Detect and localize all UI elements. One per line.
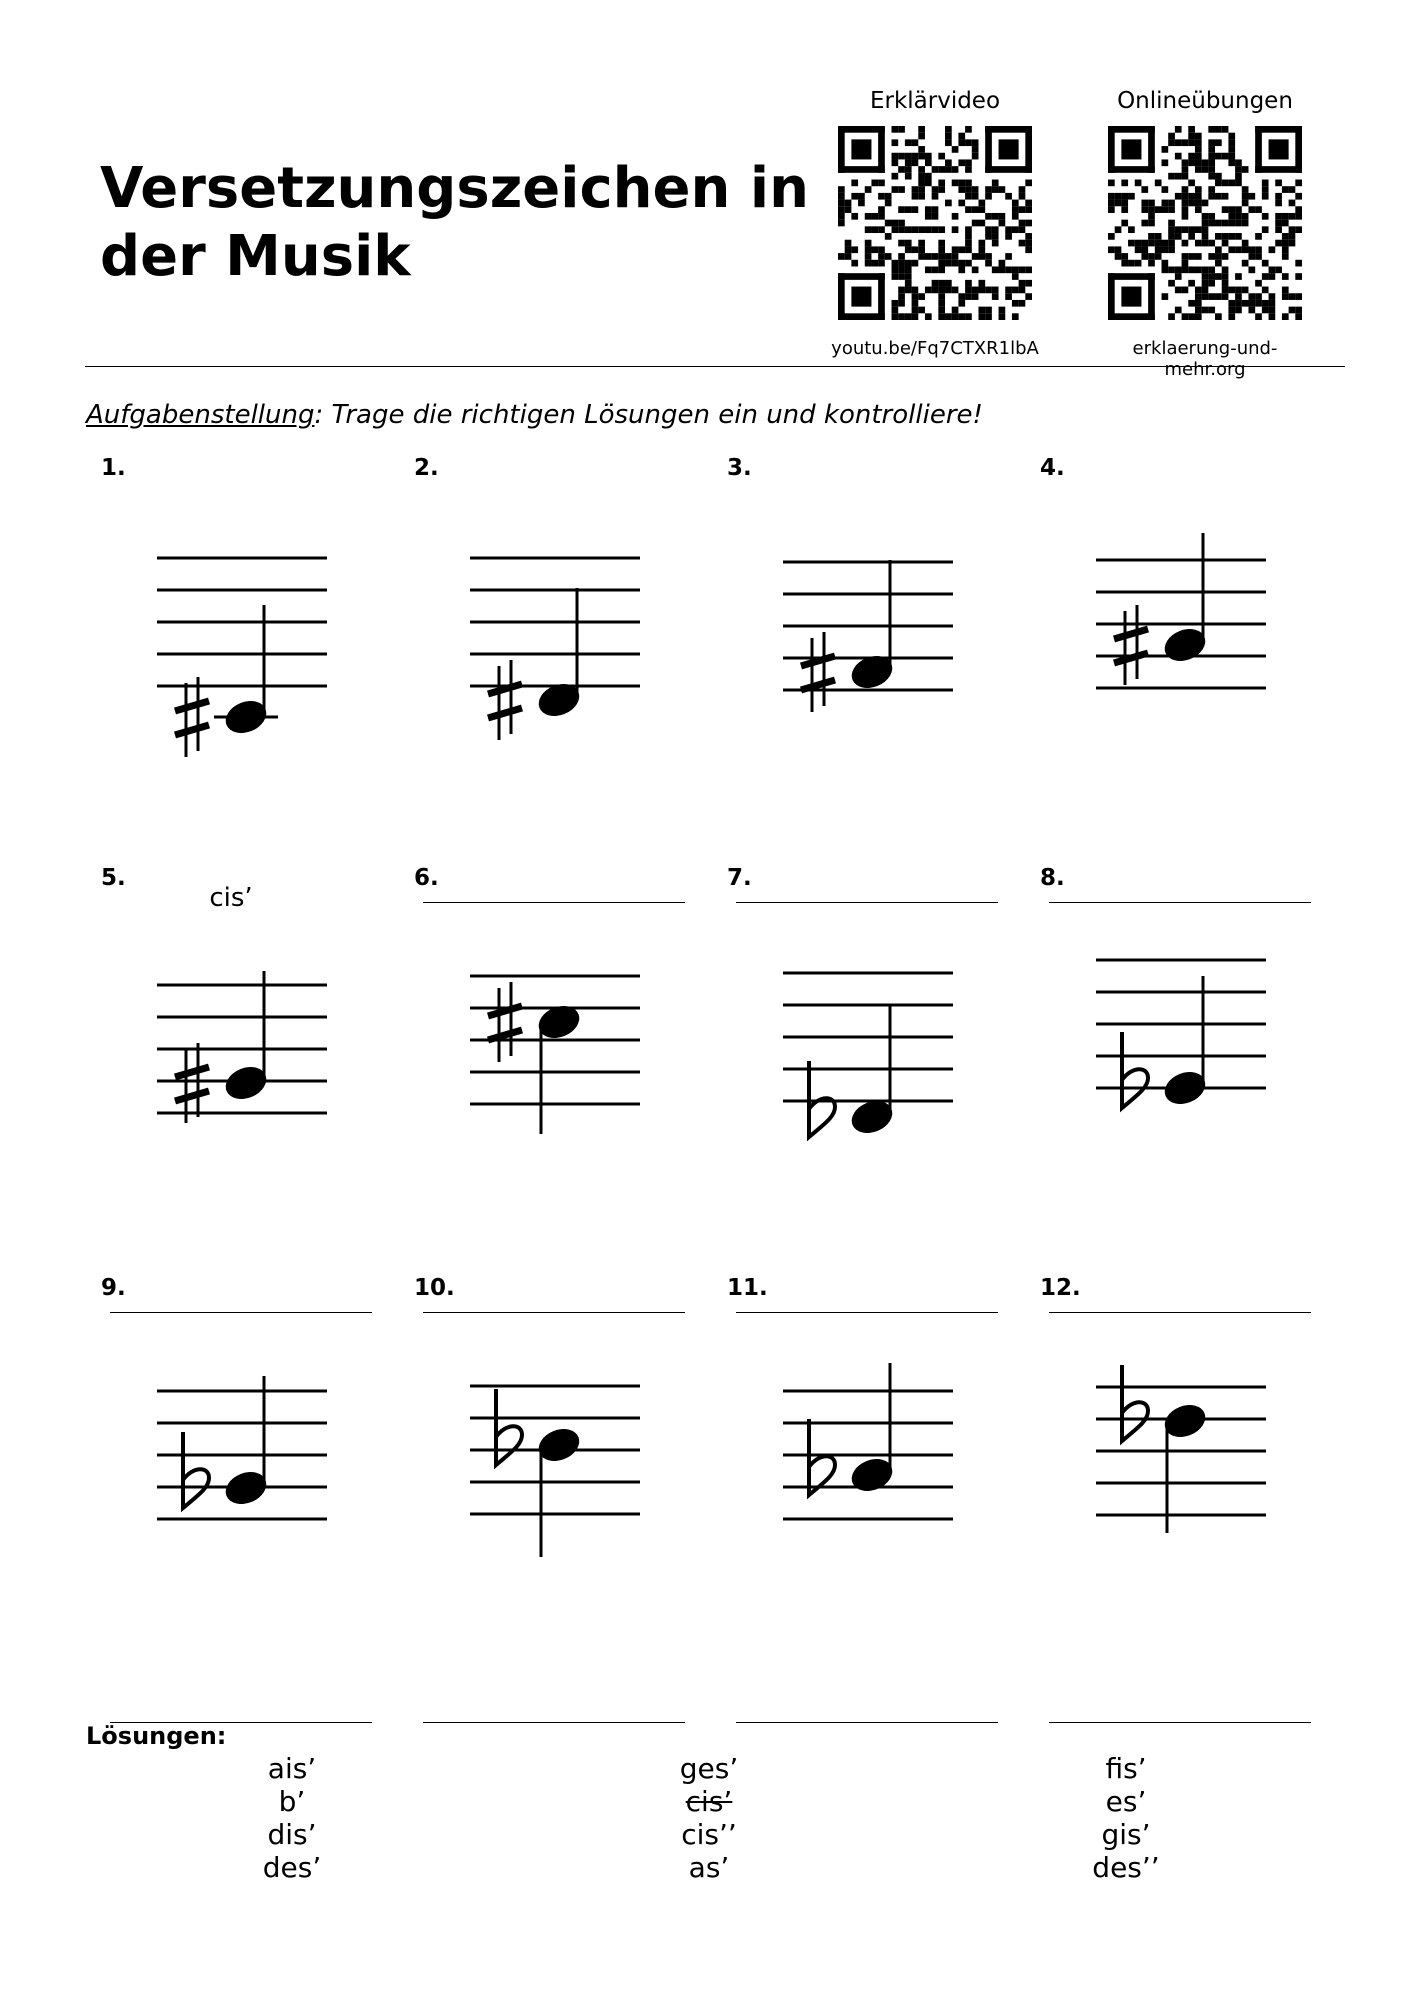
qr-online-caption: Onlineübungen [1117,88,1293,114]
sharp-icon [801,632,835,712]
music-staff [1025,1275,1315,1685]
solution-item: dis’ [267,1818,317,1851]
exercise-5 [86,865,376,1275]
music-staff [86,1275,376,1685]
solutions-column-1 [192,1752,392,1884]
exercise-number: 9. [101,1275,126,1301]
exercise-number: 12. [1040,1275,1081,1301]
sharp-icon [175,677,209,757]
header-divider [85,366,1345,367]
qr-video-block [830,88,1040,359]
exercise-number: 4. [1040,455,1065,481]
exercise-12 [1025,1275,1315,1685]
exercise-10 [399,1275,689,1685]
solution-item: b’ [278,1785,306,1818]
exercise-8 [1025,865,1315,1275]
exercise-number: 3. [727,455,752,481]
exercise-3 [712,455,1002,865]
title-line-1: Versetzungszeichen in [100,156,809,221]
solutions-column-2 [609,1752,809,1884]
exercise-number: 11. [727,1275,768,1301]
solution-item: gis’ [1101,1818,1151,1851]
sharp-icon [175,1043,209,1123]
sharp-icon [488,660,522,740]
task-text: : Trage die richtigen Lösungen ein und kontrolliere! [314,400,983,430]
solutions-heading: Lösungen: [86,1722,227,1750]
task-instruction [86,400,983,430]
exercise-number: 2. [414,455,439,481]
flat-icon [183,1432,209,1508]
exercise-number: 10. [414,1275,455,1301]
page-title [100,155,809,291]
task-label: Aufgabenstellung [86,400,315,430]
qr-video-caption: Erklärvideo [869,88,1001,114]
music-staff [399,865,689,1275]
title-line-2: der Musik [100,224,411,289]
music-staff [86,455,376,865]
solution-item: des’ [262,1851,322,1884]
exercise-7 [712,865,1002,1275]
exercise-number: 8. [1040,865,1065,891]
flat-icon [1122,1365,1148,1441]
exercise-4 [1025,455,1315,865]
exercise-number: 1. [101,455,126,481]
flat-icon [809,1061,835,1137]
qr-video-url[interactable]: youtu.be/Fq7CTXR1lbA [831,338,1039,359]
answer-blank-line[interactable] [736,1722,998,1723]
music-staff [712,455,1002,865]
music-staff [399,1275,689,1685]
exercise-2 [399,455,689,865]
answer-blank-line[interactable] [1049,1722,1311,1723]
music-staff [1025,865,1315,1275]
solution-item: ges’ [679,1752,739,1785]
solution-item: fis’ [1105,1752,1147,1785]
music-staff [712,1275,1002,1685]
qr-online-code[interactable] [1108,126,1302,320]
exercise-number: 6. [414,865,439,891]
music-staff [712,865,1002,1275]
music-staff [86,865,376,1275]
answer-text[interactable]: cis’ [209,883,253,913]
flat-icon [1122,1032,1148,1108]
solutions-column-3 [1026,1752,1226,1884]
exercise-9 [86,1275,376,1685]
answer-blank-line[interactable] [423,1722,685,1723]
solution-item: ais’ [267,1752,317,1785]
solution-item: es’ [1105,1785,1147,1818]
flat-icon [809,1419,835,1495]
exercise-6 [399,865,689,1275]
qr-video-code[interactable] [838,126,1032,320]
sharp-icon [488,982,522,1062]
exercise-number: 5. [101,865,126,891]
exercise-1 [86,455,376,913]
music-staff [399,455,689,865]
exercise-number: 7. [727,865,752,891]
solution-item: cis’’ [681,1818,737,1851]
solution-item: as’ [688,1851,730,1884]
sharp-icon [1114,605,1148,685]
solution-item: des’’ [1092,1851,1160,1884]
qr-online-url[interactable]: erklaerung-und-mehr.org [1132,338,1278,380]
flat-icon [496,1389,522,1465]
music-staff [1025,455,1315,865]
exercise-11 [712,1275,1002,1685]
solution-item-struck: cis’ [685,1785,733,1818]
qr-online-block [1100,88,1310,380]
